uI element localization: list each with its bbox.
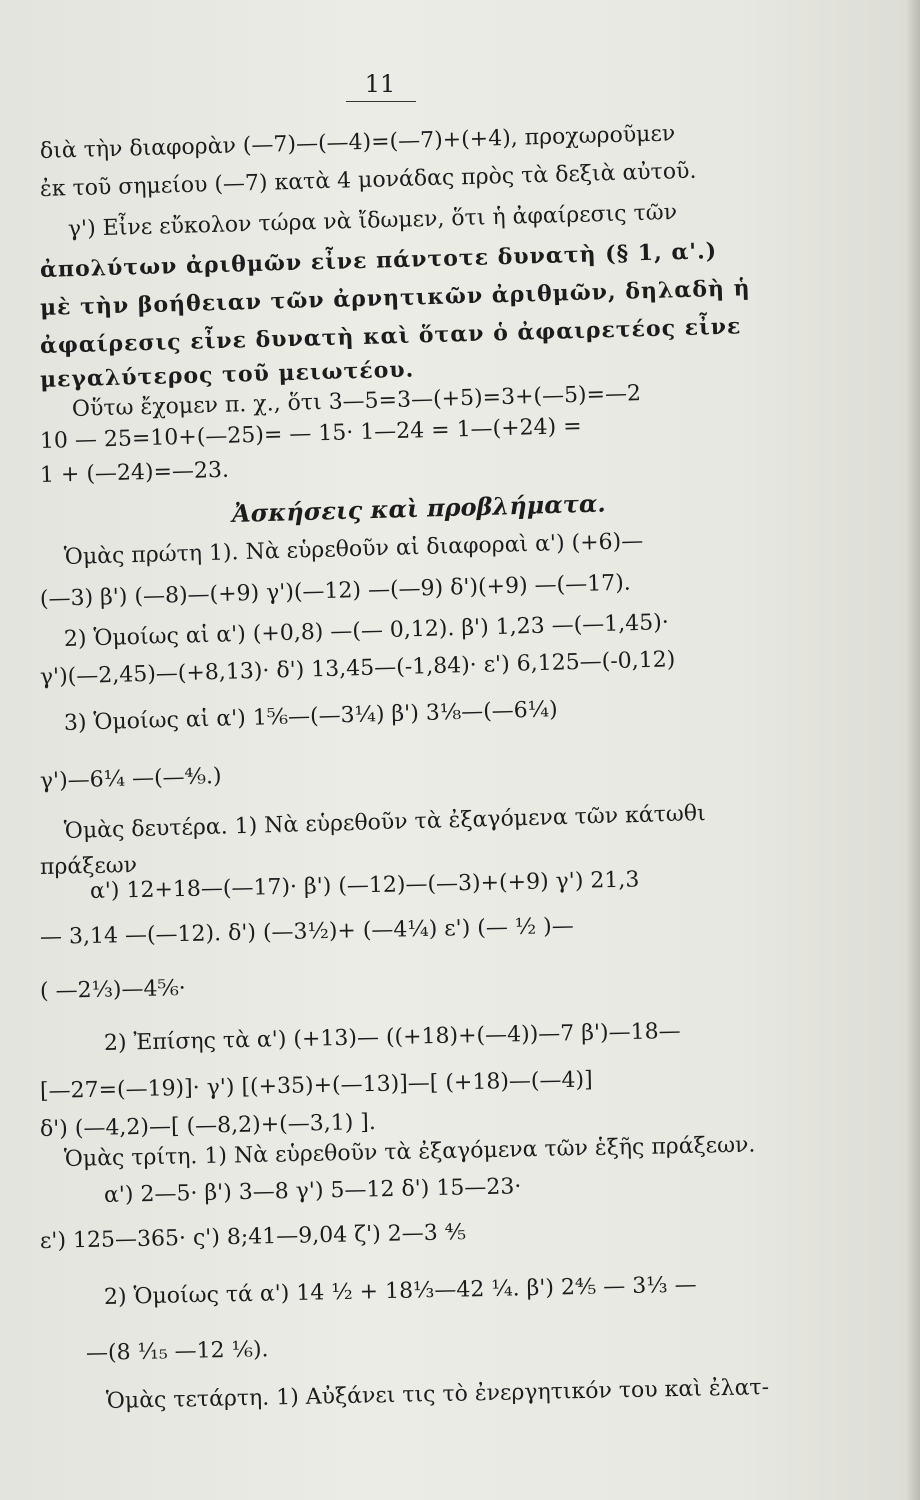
text-line: γ')(—2,45)—(+8,13)· δ') 13,45—(-1,84)· ε') 6,125—(-0,12): [39, 647, 676, 690]
text-line: α') 12+18—(—17)· β') (—12)—(—3)+(+9) γ') 21,3: [89, 867, 640, 904]
text-line: ( —2⅓)—4⁵⁄₆·: [39, 975, 187, 1004]
text-line: ἀπολύτων ἀριθμῶν εἶνε πάντοτε δυνατὴ (§ 1, α'.): [39, 238, 718, 283]
text-line: ἀφαίρεσις εἶνε δυνατὴ καὶ ὅταν ὁ ἀφαιρετέος εἶνε: [39, 313, 742, 359]
section-heading: Ἀσκήσεις καὶ προβλήματα.: [231, 488, 607, 528]
text-line: ἐκ τοῦ σημείου (—7) κατὰ 4 μονάδας πρὸς τὰ δεξιὰ αὐτοῦ.: [39, 158, 697, 202]
text-line: διὰ τὴν διαφορὰν (—7)—(—4)=(—7)+(+4), προχωροῦμεν: [39, 121, 676, 164]
text-line: (—3) β') (—8)—(+9) γ')(—12) —(—9) δ')(+9) —(—17).: [39, 570, 632, 612]
text-line: Οὕτω ἔχομεν π. χ., ὅτι 3—5=3—(+5)=3+(—5)=—2: [71, 381, 642, 422]
text-line: 1 + (—24)=—23.: [39, 457, 230, 488]
text-line: μὲ τὴν βοήθειαν τῶν ἀρνητικῶν ἀριθμῶν, δηλαδὴ ἡ: [39, 275, 751, 321]
text-line: Ὁμὰς τετάρτη. 1) Αὐξάνει τις τὸ ἐνεργητικόν του καὶ ἐλατ-: [105, 1375, 770, 1414]
text-line: μεγαλύτερος τοῦ μειωτέου.: [39, 356, 415, 393]
text-line: 10 — 25=10+(—25)= — 15· 1—24 = 1—(+24) =: [39, 413, 582, 454]
text-line: [—27=(—19)]· γ') [(+35)+(—13)]—[ (+18)—(—4)]: [39, 1067, 593, 1104]
text-line: γ')—6¼ —(—⁴⁄₉.): [39, 763, 222, 794]
text-line: ε') 125—365· ς') 8;41—9,04 ζ') 2—3 ⅘: [39, 1220, 467, 1254]
text-line: 2) Ὁμοίως τά α') 14 ½ + 18⅓—42 ¼. β') 2⅘ — 3⅓ —: [103, 1272, 697, 1310]
text-line: — 3,14 —(—12). δ') (—3½)+ (—4¼) ε') (— ½ )—: [39, 913, 575, 950]
text-line: α') 2—5· β') 3—8 γ') 5—12 δ') 15—23·: [103, 1174, 522, 1208]
page-edge-shadow: [906, 0, 920, 1500]
text-line: Ὁμὰς δευτέρα. 1) Νὰ εὑρεθοῦν τὰ ἐξαγόμενα τῶν κάτωθι: [63, 801, 707, 844]
text-line: πράξεων: [39, 852, 138, 880]
text-line: δ') (—4,2)—[ (—8,2)+(—3,1) ].: [39, 1109, 377, 1142]
page-number: 11: [364, 70, 396, 98]
page-number-rule: [346, 101, 416, 102]
text-line: 2) Ἐπίσης τὰ α') (+13)— ((+18)+(—4))—7 β')—18—: [103, 1018, 681, 1056]
text-line: 2) Ὁμοίως αἱ α') (+0,8) —(— 0,12). β') 1,23 —(—1,45)·: [63, 610, 670, 652]
text-line: 3) Ὁμοίως αἱ α') 1⁵⁄₆—(—3¼) β') 3⅛—(—6¼): [63, 697, 558, 736]
text-line: —(8 ¹⁄₁₅ —12 ⅙).: [85, 1337, 269, 1366]
text-line: Ὁμὰς τρίτη. 1) Νὰ εὑρεθοῦν τὰ ἐξαγόμενα τῶν ἑξῆς πράξεων.: [63, 1132, 756, 1172]
text-line: γ') Εἶνε εὔκολον τώρα νὰ ἴδωμεν, ὅτι ἡ ἀφαίρεσις τῶν: [67, 199, 678, 242]
text-line: Ὁμὰς πρώτη 1). Νὰ εὑρεθοῦν αἱ διαφοραὶ α') (+6)—: [63, 528, 644, 570]
